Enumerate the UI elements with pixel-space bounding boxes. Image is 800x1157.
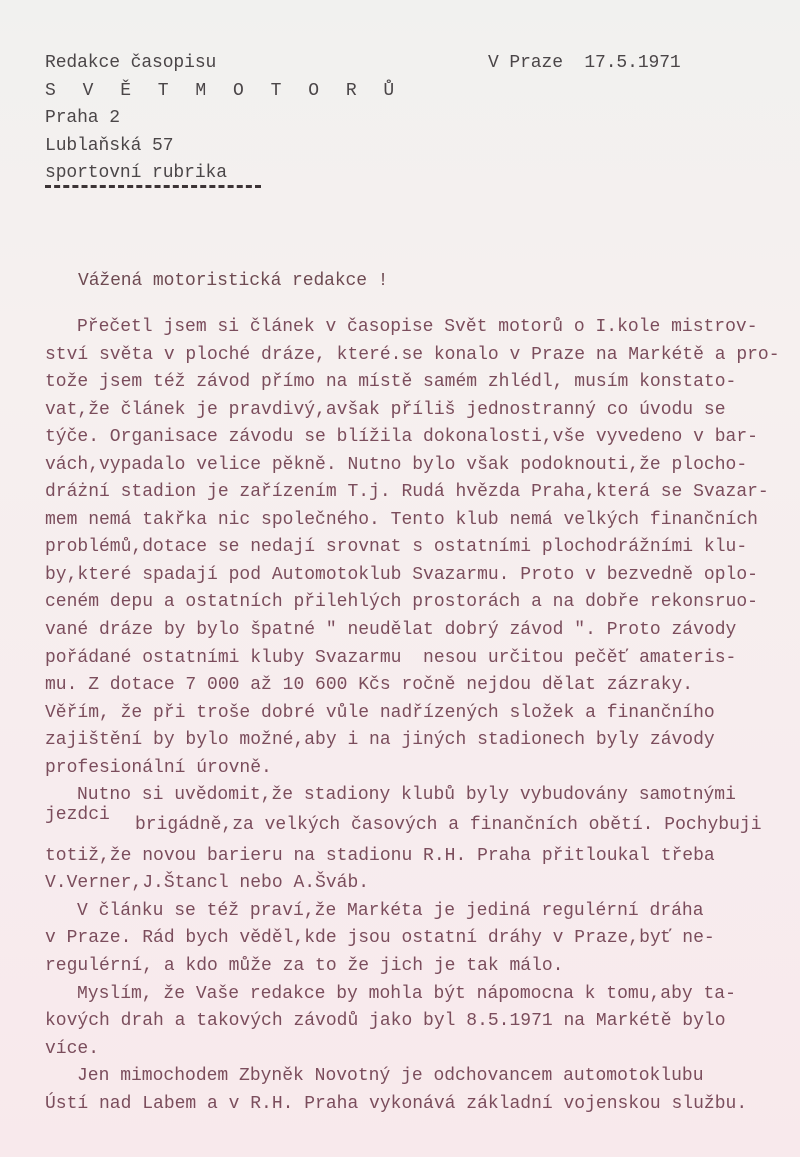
recipient-street: Lublaňská 57 [45, 135, 174, 156]
text-line: zajištění by bylo možné,aby i na jiných stadionech byly závody [45, 730, 715, 751]
paragraph [45, 981, 780, 1064]
text-line: by,které spadají pod Automotoklub Svazarmu. Proto v bezvedně oplo- [45, 564, 758, 585]
text-line: vách,vypadalo velice pěkně. Nutno bylo však podoknouti,že plocho- [45, 454, 748, 475]
text-line: týče. Organisace závodu se blížila dokonalosti,vše vyvedeno v bar- [45, 427, 758, 448]
text-line: více. [45, 1038, 100, 1059]
recipient-name: Redakce časopisu [45, 53, 217, 73]
text-line: Myslím, že Vaše redakce by mohla být nápomocna k tomu,aby ta- [77, 983, 736, 1004]
magazine-title: S V Ě T M O T O R Ů [45, 80, 403, 101]
text-line: Ústí nad Labem a v R.H. Praha vykonává základní vojenskou službu. [45, 1093, 748, 1114]
paragraph [45, 898, 780, 981]
text-line: ceném depu a ostatních přilehlých prostorách a na dobře rekonsruo- [45, 592, 758, 613]
text-line: profesionální úrovně. [45, 757, 272, 778]
text-line: ství světa v ploché dráze, které.se konalo v Praze na Markétě a pro- [45, 344, 780, 365]
paragraph [45, 1063, 780, 1118]
text-line: Věřím, že při troše dobré vůle nadřízených složek a finančního [45, 702, 715, 723]
text-line: problémů,dotace se nedají srovnat s ostatními plochodrážními klu- [45, 537, 748, 558]
text-line: vané dráze by bylo špatné " neudělat dobrý závod ". Proto závody [45, 620, 737, 641]
text-line: Nutno si uvědomit,že stadiony klubů byly vybudovány samotnými [77, 785, 736, 806]
text-line: pořádané ostatními kluby Svazarmu nesou určitou pečěť amateris- [45, 647, 737, 668]
text-line: mu. Z dotace 7 000 až 10 600 Kčs ročně nejdou dělat zázraky. [45, 675, 694, 696]
place-and-date: V Praze 17.5.1971 [488, 53, 681, 73]
text-line: kových drah a takových závodů jako byl 8.5.1971 na Markétě bylo [45, 1011, 726, 1032]
text-line: v Praze. Rád bych věděl,kde jsou ostatní dráhy v Praze,byť ne- [45, 928, 715, 949]
text-line: tože jsem též závod přímo na místě samém zhlédl, musím konstato- [45, 372, 737, 393]
text-line [45, 804, 780, 840]
text-line: vat,že článek je pravdivý,avšak příliš jednostranný co úvodu se [45, 399, 726, 420]
paragraph [45, 314, 780, 782]
text-line: Přečetl jsem si článek v časopise Svět motorů o I.kole mistrov- [77, 317, 758, 337]
text-line: Jen mimochodem Zbyněk Novotný je odchovancem automotoklubu [77, 1066, 704, 1087]
text-line: regulérní, a kdo může za to že jich je tak málo. [45, 956, 564, 977]
paragraph [45, 782, 780, 898]
recipient-department: sportovní rubrika [45, 163, 227, 184]
dashed-underline [45, 185, 261, 188]
text-fragment: jezdci [45, 804, 110, 825]
recipient-city: Praha 2 [45, 108, 120, 129]
text-line: dráżní stadion je zařízením T.j. Rudá hvězda Praha,která se Svazar- [45, 482, 769, 503]
text-line: V.Verner,J.Štancl nebo A.Šváb. [45, 873, 370, 894]
text-line: mem nemá takřka nic společného. Tento klub nemá velkých finančních [45, 509, 758, 530]
recipient-address [45, 50, 402, 188]
letter-body [45, 314, 780, 1118]
text-line: V článku se též praví,že Markéta je jediná regulérní dráha [77, 900, 704, 921]
salutation: Vážená motoristická redakce ! [78, 271, 389, 291]
text-fragment: brigádně,za velkých časových a finančních obětí. Pochybuji [135, 814, 762, 835]
text-line: totiž,že novou barieru na stadionu R.H. Praha přitloukal třeba [45, 845, 715, 866]
